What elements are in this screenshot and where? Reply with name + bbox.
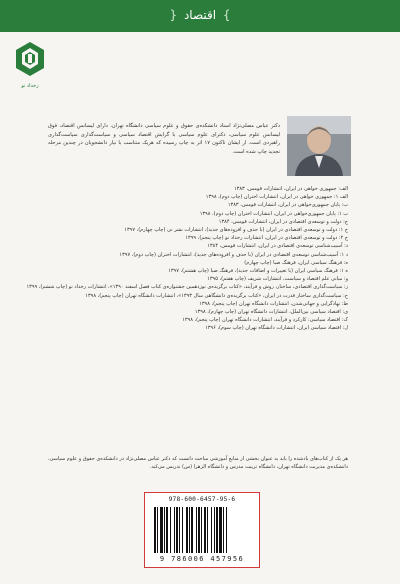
publication-item: ه: فرهنگ سیاسی ایران، فرهنگ صبا (چاپ چهارم) [244, 259, 348, 266]
publication-item: ج ۱: دولت و توسعه‌ی اقتصادی در ایران (با حذف و افزوده‌های جدید)، انتشارات نشر نی (چاپ چهارم)، ۱۳۹۷ [124, 227, 348, 234]
publication-item: ب: پایان جمهوری‌خواهی در ایران، انتشارات قومس، ۱۳۸۳ [227, 202, 348, 209]
publication-item: ل: اقتصاد سیاسی ایران، انتشارات دانشگاه تهران (چاپ سوم)، ۱۳۹۶ [205, 325, 348, 332]
barcode-bar [223, 507, 224, 553]
barcode-digits: 9 786006 457956 [159, 555, 245, 563]
publication-item: د ۱: آسیب‌شناسی توسعه‌ی اقتصادی در ایران (با حذف و افزوده‌های جدید)، انتشارات اختران (چاپ دوم)، ۱۳۹۷ [119, 251, 348, 258]
publication-item: ج: دولت و توسعه‌ی اقتصادی در ایران، انتشارات قومس، ۱۳۸۴ [218, 218, 348, 225]
publication-item: د: آسیب‌شناسی توسعه‌ی اقتصادی در ایران، انتشارات قومس، ۱۳۸۴ [207, 243, 348, 250]
publication-item: الف ۱: جمهوری خواهی در ایران، انتشارات اختران (چاپ دوم)، ۱۳۹۸ [205, 194, 348, 201]
publisher-name: رخداد نو [21, 83, 39, 89]
publication-item: ک: اقتصاد سیاسی: کارکرد و فرآیند، انتشارات دانشگاه تهران (چاپ پنجم)، ۱۳۹۸ [182, 317, 348, 324]
barcode-bar [219, 507, 222, 553]
barcode-bar [179, 507, 180, 553]
barcode-bar [170, 507, 171, 553]
isbn-barcode-box [144, 492, 260, 568]
barcode-bar [207, 507, 208, 553]
brace-left: { [169, 8, 178, 22]
barcode-bar [226, 507, 227, 553]
barcode-bar [164, 507, 165, 553]
barcode-bar [174, 507, 175, 553]
publication-item: ه ۱: فرهنگ سیاسی ایران (با تغییرات و اضافات جدید)، فرهنگ صبا (چاپ هشتم)، ۱۳۹۷ [168, 268, 348, 275]
barcode-bar [198, 507, 200, 553]
publication-item: ز: سیاست‌گذاری اقتصادی، ساختار، روش و فرآیند، «کتاب برگزیده‌ی نوزدهمین جشنواره‌ی کتاب فصل اسفند ۱۳۹۰»، انتشارات رخداد نو (چاپ ششم)، ۱۳۹۹ [26, 284, 348, 291]
barcode-bar [214, 507, 215, 553]
closing-paragraph: هر یک از کتاب‌های یادشده را باید به عنوان بخشی از منابع آموزشی مباحث دانست که دکتر عباس مصلی‌نژاد در دانشکده‌ی حقوق و علوم سیاسی، دانشکده‌ی مدیریت دانشگاه تهران، دانشگاه تربیت مدرس و دانشگاه الزهرا (س) تدریس می‌کند. [48, 456, 348, 471]
barcode-bar [186, 507, 188, 553]
barcode-bar [160, 507, 163, 553]
publication-item: و: مبانی علم اقتصاد و سیاست، انتشارات شریف (چاپ هفتم)، ۱۳۹۵ [207, 276, 348, 283]
category-title: اقتصاد [183, 8, 217, 22]
author-portrait [287, 116, 351, 176]
barcode-bar [182, 507, 183, 553]
barcode-bar [166, 507, 168, 553]
barcode-graphic [154, 507, 250, 553]
publications-list [26, 185, 348, 333]
barcode-bar [201, 507, 202, 553]
publication-item: ی: اقتصاد سیاسی بین‌الملل، انتشارات دانشگاه تهران (چاپ چهارم)، ۱۳۹۸ [194, 309, 348, 316]
publication-item: الف: جمهوری خواهی در ایران، انتشارات قومس، ۱۳۸۳ [234, 186, 348, 192]
author-bio: دکتر عباس مصلی‌نژاد استاد دانشکده‌ی حقوق و علوم سیاسی دانشگاه تهران، دارای لیسانس اقتصاد، فوق لیسانس علوم سیاسی، دکترای علوم سیاسی با گرایش اقتصاد سیاسی و سیاست‌گذاری سیاست‌گذاری راهبردی است. از ایشان تاکنون ۱۷ اثر به چاپ رسیده که هریک متناسب با نیاز دانشجویان در چندین مرحله تجدید چاپ شده است. [48, 123, 280, 155]
barcode-bar [211, 507, 212, 553]
barcode-bar [189, 507, 190, 553]
barcode-bar [216, 507, 218, 553]
barcode-bar [154, 507, 156, 553]
brace-right: } [222, 8, 231, 22]
barcode-bar [176, 507, 178, 553]
barcode-bar [157, 507, 158, 553]
publication-item: ح: سیاست‌گذاری ساختار قدرت در ایران، «کتاب برگزیده‌ی دانشگاهی سال ۱۳۹۳»، انتشارات دانشگاه تهران (چاپ پنجم)، ۱۳۹۸ [85, 292, 348, 299]
barcode-bar [204, 507, 206, 553]
publication-item: ط: نهادگرایی و جهانی‌شدن، انتشارات دانشگاه تهران (چاپ پنجم)، ۱۳۹۸ [199, 300, 348, 307]
barcode-bar [191, 507, 193, 553]
barcode-bar [196, 507, 197, 553]
publication-item: ب ۱: پایان جمهوری‌خواهی در ایران، انتشارات اختران (چاپ دوم)، ۱۳۹۸ [199, 210, 348, 217]
publication-item: ج ۲: دولت و توسعه‌ی اقتصادی در ایران، انتشارات رخداد نو (چاپ پنجم)، ۱۳۹۹ [185, 235, 348, 242]
category-label [0, 8, 400, 22]
publisher-logo-icon [14, 40, 46, 84]
isbn-number: 978-600-6457-95-6 [168, 496, 236, 503]
